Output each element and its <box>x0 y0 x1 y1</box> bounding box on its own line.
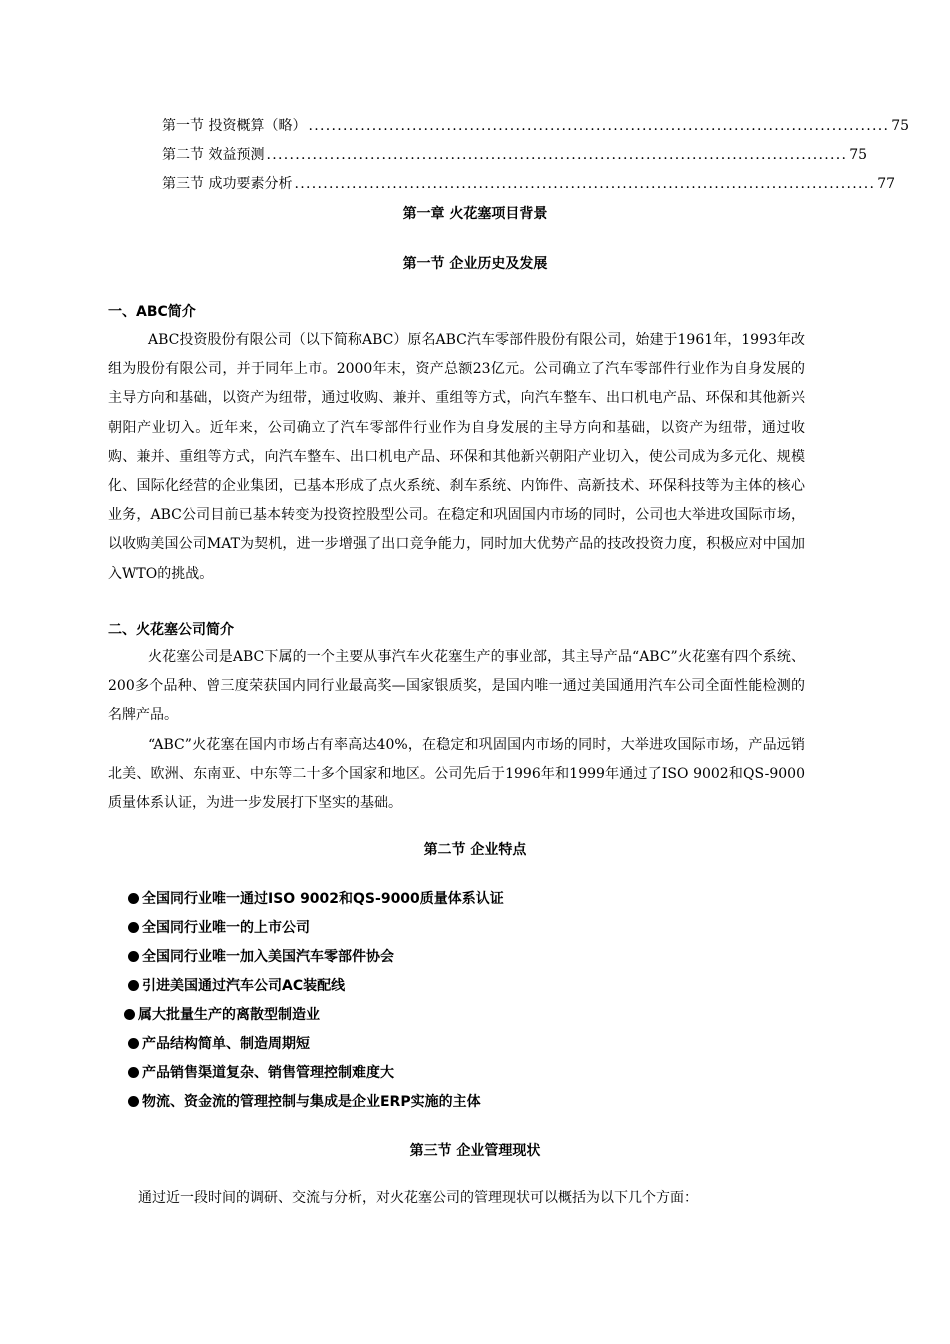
bullet-icon <box>128 922 139 933</box>
feature-item: 产品结构简单、制造周期短 <box>128 1030 504 1059</box>
subsection-title: 二、火花塞公司简介 <box>108 622 234 638</box>
toc-leader-dots: ..................................................................................................... <box>294 176 876 192</box>
section-title: 第三节 企业管理现状 <box>409 1143 541 1159</box>
bullet-icon <box>128 980 139 991</box>
feature-item: 引进美国通过汽车公司AC装配线 <box>128 972 504 1001</box>
table-of-contents <box>162 116 910 203</box>
toc-entry[interactable] <box>162 116 910 145</box>
paragraph <box>108 643 805 818</box>
paragraph-text: 火花塞公司是ABC下属的一个主要从事汽车火花塞生产的事业部，其主导产品“ABC”火花塞有四个系统、200多个品种、曾三度荣获国内同行业最高奖—国家银质奖，是国内唯一通过美国通用汽车公司全面性能检测的名牌产品。 <box>108 649 805 724</box>
toc-entry-label: 第一节 投资概算（略） <box>162 118 307 134</box>
subsection-title: 一、ABC简介 <box>108 304 196 320</box>
feature-item: 全国同行业唯一的上市公司 <box>128 914 504 943</box>
paragraph-text: 通过近一段时间的调研、交流与分析，对火花塞公司的管理现状可以概括为以下几个方面： <box>138 1190 698 1206</box>
feature-list <box>128 885 504 1117</box>
toc-entry-page: 75 <box>849 147 868 163</box>
paragraph-text: “ABC”火花塞在国内市场占有率高达40%，在稳定和巩固国内市场的同时，大举进攻国际市场，产品远销北美、欧洲、东南亚、中东等二十多个国家和地区。公司先后于1996年和1999年通过了ISO 9002和QS-9000质量体系认证，为进一步发展打下坚实的基础。 <box>108 736 805 812</box>
bullet-icon <box>128 1096 139 1107</box>
toc-leader-dots: ..................................................................................................... <box>266 147 848 163</box>
toc-entry[interactable] <box>162 174 896 203</box>
feature-item: 物流、资金流的管理控制与集成是企业ERP实施的主体 <box>128 1088 504 1117</box>
chapter-title: 第一章 火花塞项目背景 <box>402 206 548 222</box>
bullet-icon <box>128 893 139 904</box>
toc-entry-label: 第三节 成功要素分析 <box>162 176 293 192</box>
bullet-icon <box>128 951 139 962</box>
toc-entry-label: 第二节 效益预测 <box>162 147 265 163</box>
bullet-icon <box>128 1067 139 1078</box>
paragraph-text: ABC投资股份有限公司（以下简称ABC）原名ABC汽车零部件股份有限公司，始建于1961年，1993年改组为股份有限公司，并于同年上市。2000年末，资产总额23亿元。公司确立了汽车零部件行业作为自身发展的主导方向和基础，以资产为纽带，通过收购、兼并、重组等方式，向汽车整车、出口机电产品、环保和其他新兴朝阳产业切入。近年来，公司确立了汽车零部件行业作为自身发展的主导方向和基础，以资产为纽带，通过收购、兼并、重组等方式，向汽车整车、出口机电产品、环保和其他新兴朝阳产业切入，使公司成为多元化、规模化、国际化经营的企业集团，已基本形成了点火系统、刹车系统、内饰件、高新技术、环保科技等为主体的核心业务，ABC公司目前已基本转变为投资控股型公司。在稳定和巩固国内市场的同时，公司也大举进攻国际市场，以收购美国公司MAT为契机，进一步增强了出口竞争能力，同时加大优势产品的技改投资力度，积极应对中国加入WTO的挑战。 <box>108 332 805 582</box>
feature-item: 全国同行业唯一通过ISO 9002和QS-9000质量体系认证 <box>128 885 504 914</box>
section-title: 第二节 企业特点 <box>423 842 527 858</box>
feature-item: 产品销售渠道复杂、销售管理控制难度大 <box>128 1059 504 1088</box>
feature-item: 全国同行业唯一加入美国汽车零部件协会 <box>128 943 504 972</box>
toc-entry-page: 77 <box>877 176 896 192</box>
section-title: 第一节 企业历史及发展 <box>402 256 548 272</box>
toc-leader-dots: ..................................................................................................... <box>308 118 890 134</box>
bullet-icon <box>124 1009 135 1020</box>
feature-item: 属大批量生产的离散型制造业 <box>124 1001 504 1030</box>
toc-entry[interactable] <box>162 145 868 174</box>
bullet-icon <box>128 1038 139 1049</box>
toc-entry-page: 75 <box>891 118 910 134</box>
paragraph <box>108 326 805 589</box>
